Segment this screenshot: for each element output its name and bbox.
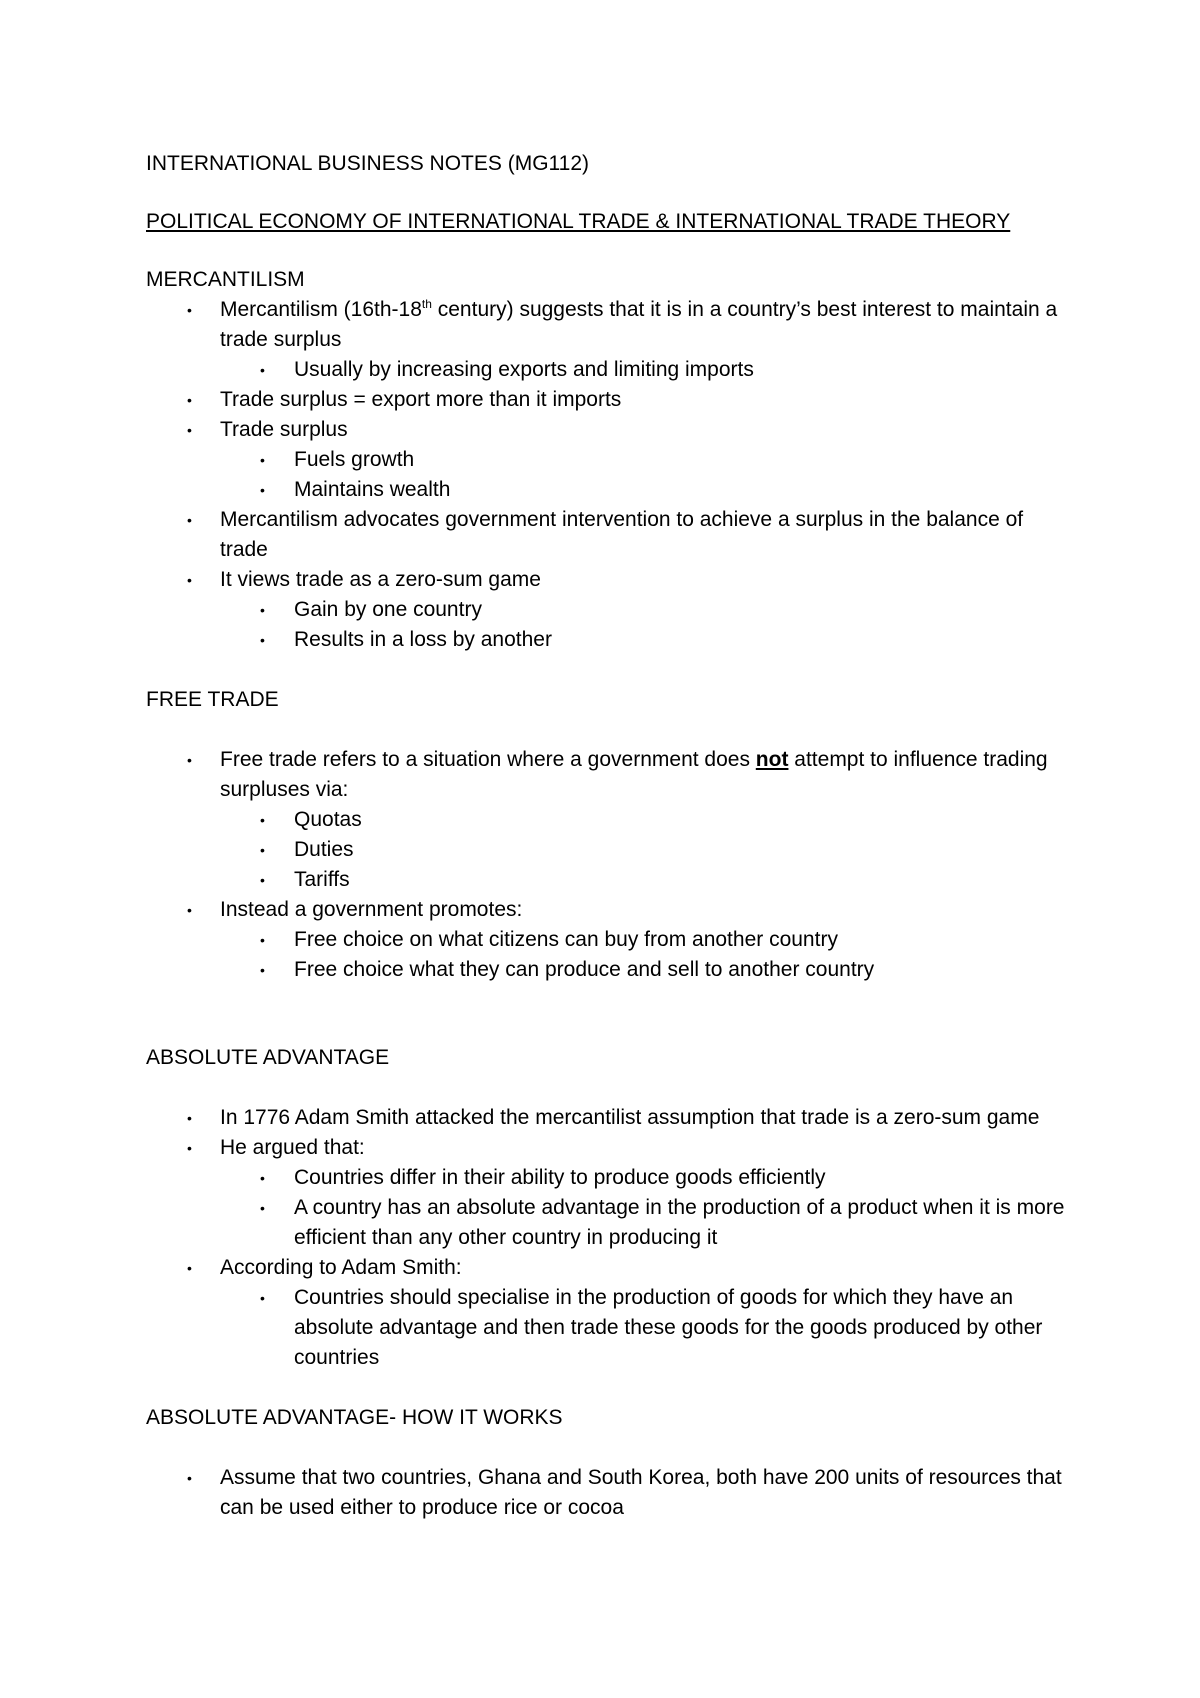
bullet-glyph: • xyxy=(260,482,265,498)
list-item-text: According to Adam Smith: xyxy=(220,1256,462,1279)
list-item xyxy=(146,1193,1066,1253)
list-item-text: Free trade refers to a situation where a government does xyxy=(220,748,756,771)
document-subtitle: POLITICAL ECONOMY OF INTERNATIONAL TRADE & INTERNATIONAL TRADE THEORY xyxy=(146,210,1011,233)
list-item-text: Duties xyxy=(294,838,354,861)
list-item xyxy=(146,475,1066,505)
document-title: INTERNATIONAL BUSINESS NOTES (MG112) xyxy=(146,152,590,175)
bullet-glyph: • xyxy=(187,902,192,918)
list-item xyxy=(146,625,1066,655)
section-heading-how-it-works: ABSOLUTE ADVANTAGE- HOW IT WORKS xyxy=(146,1406,563,1429)
superscript: th xyxy=(421,297,432,311)
list-item-text: Mercantilism (16th-18 xyxy=(220,298,422,321)
bullet-glyph: • xyxy=(187,392,192,408)
list-item xyxy=(146,1103,1066,1133)
list-item xyxy=(146,745,1066,805)
list-item xyxy=(146,895,1066,925)
bullet-glyph: • xyxy=(187,1140,192,1156)
list-item-text: Instead a government promotes: xyxy=(220,898,523,921)
list-item xyxy=(146,805,1066,835)
list-item xyxy=(146,505,1066,565)
bullet-glyph: • xyxy=(187,512,192,528)
section-heading-free-trade: FREE TRADE xyxy=(146,688,279,711)
list-item-text: Trade surplus = export more than it imports xyxy=(220,388,622,411)
bullet-glyph: • xyxy=(187,752,192,768)
how-it-works-list xyxy=(146,1463,1066,1523)
list-item-text: Results in a loss by another xyxy=(294,628,552,651)
list-item-text: Gain by one country xyxy=(294,598,482,621)
bullet-glyph: • xyxy=(187,1110,192,1126)
mercantilism-list xyxy=(146,295,1066,655)
list-item xyxy=(146,415,1066,445)
bullet-glyph: • xyxy=(260,812,265,828)
list-item xyxy=(146,1463,1066,1523)
absolute-advantage-list xyxy=(146,1103,1066,1373)
list-item-text: It views trade as a zero-sum game xyxy=(220,568,541,591)
bullet-glyph: • xyxy=(260,1170,265,1186)
list-item xyxy=(146,595,1066,625)
section-heading-absolute-advantage: ABSOLUTE ADVANTAGE xyxy=(146,1046,390,1069)
list-item-text: A country has an absolute advantage in the production of a product when it is more efficient than any other country in producing it xyxy=(294,1196,1065,1249)
bullet-glyph: • xyxy=(260,1200,265,1216)
bullet-glyph: • xyxy=(260,932,265,948)
bullet-glyph: • xyxy=(187,572,192,588)
list-item xyxy=(146,565,1066,595)
bullet-glyph: • xyxy=(260,632,265,648)
list-item xyxy=(146,835,1066,865)
bullet-glyph: • xyxy=(260,962,265,978)
bullet-glyph: • xyxy=(260,842,265,858)
bullet-glyph: • xyxy=(187,1260,192,1276)
list-item-text: Assume that two countries, Ghana and South Korea, both have 200 units of resources that can be used either to produce rice or cocoa xyxy=(220,1466,1062,1519)
list-item xyxy=(146,1133,1066,1163)
emphasis-not: not xyxy=(755,748,789,771)
list-item xyxy=(146,445,1066,475)
list-item-text: Tariffs xyxy=(294,868,350,891)
free-trade-list xyxy=(146,745,1066,985)
list-item-text: Countries should specialise in the production of goods for which they have an absolute advantage and then trade these goods for the goods produced by other countries xyxy=(294,1286,1043,1369)
list-item xyxy=(146,955,1066,985)
bullet-glyph: • xyxy=(187,1470,192,1486)
list-item-text: Maintains wealth xyxy=(294,478,451,501)
list-item xyxy=(146,295,1066,355)
list-item-text: Mercantilism advocates government intervention to achieve a surplus in the balance of trade xyxy=(220,508,1024,561)
bullet-glyph: • xyxy=(260,452,265,468)
list-item-text: Trade surplus xyxy=(220,418,348,441)
list-item-text: century) suggests that it is in a country’s best interest to maintain a trade surplus xyxy=(220,298,1058,351)
list-item-text: In 1776 Adam Smith attacked the mercantilist assumption that trade is a zero-sum game xyxy=(220,1106,1040,1129)
bullet-glyph: • xyxy=(260,872,265,888)
document-body xyxy=(146,149,1066,1523)
list-item xyxy=(146,355,1066,385)
list-item xyxy=(146,1163,1066,1193)
section-heading-mercantilism: MERCANTILISM xyxy=(146,268,305,291)
list-item-text: Countries differ in their ability to produce goods efficiently xyxy=(294,1166,826,1189)
bullet-glyph: • xyxy=(260,362,265,378)
list-item-text: Fuels growth xyxy=(294,448,415,471)
list-item-text: Quotas xyxy=(294,808,362,831)
list-item xyxy=(146,1253,1066,1283)
list-item-text: attempt to influence trading surpluses via: xyxy=(220,748,1048,801)
list-item-text: Free choice on what citizens can buy from another country xyxy=(294,928,838,951)
bullet-glyph: • xyxy=(187,422,192,438)
list-item-text: He argued that: xyxy=(220,1136,365,1159)
list-item-text: Usually by increasing exports and limiting imports xyxy=(294,358,754,381)
list-item-text: Free choice what they can produce and sell to another country xyxy=(294,958,875,981)
bullet-glyph: • xyxy=(260,1290,265,1306)
bullet-glyph: • xyxy=(187,302,192,318)
list-item xyxy=(146,925,1066,955)
bullet-glyph: • xyxy=(260,602,265,618)
list-item xyxy=(146,385,1066,415)
list-item xyxy=(146,865,1066,895)
list-item xyxy=(146,1283,1066,1373)
